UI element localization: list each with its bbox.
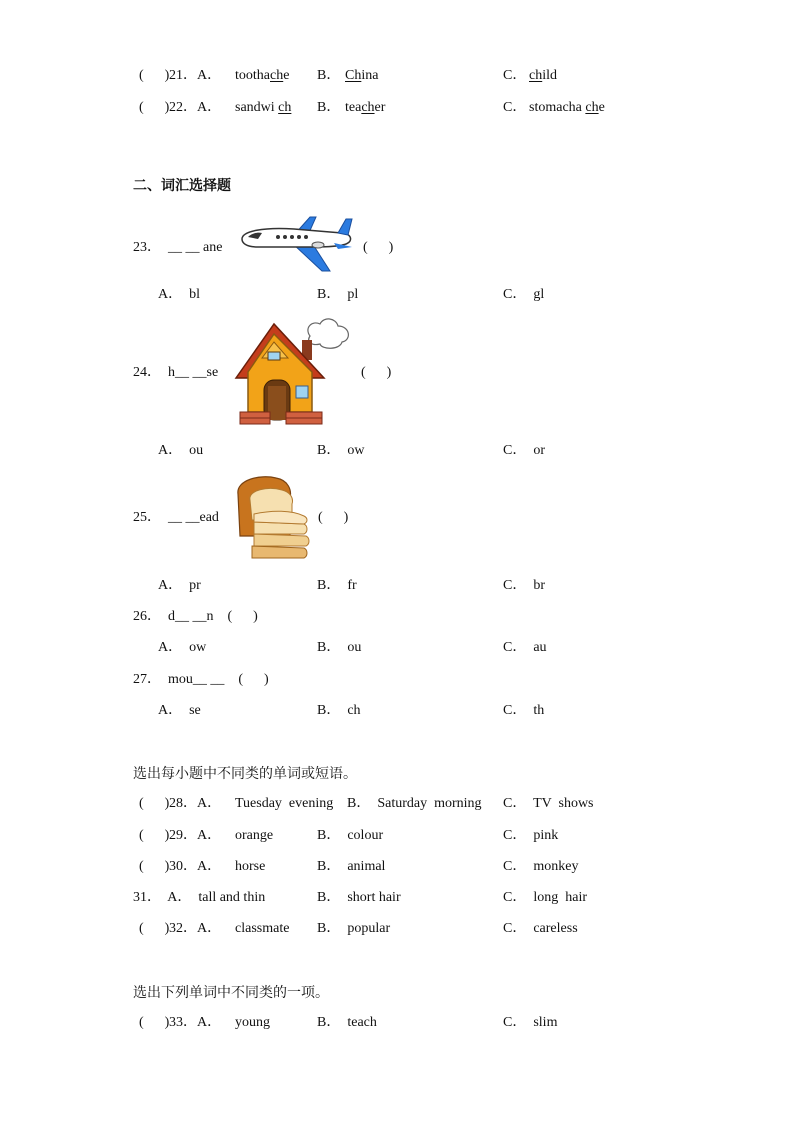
answer-paren[interactable]: ( ) [139,68,170,83]
option-b: B． ou [317,640,362,655]
question-number: 30．A． [169,859,222,874]
question-number: 28．A． [169,796,222,811]
option-b: teacher [345,100,386,115]
option-a: A． ou [158,443,204,458]
question-21 [0,65,794,87]
question-25-options [0,575,794,597]
airplane-picture [234,213,358,277]
option-a: A． ow [158,640,207,655]
option-a: young [235,1015,270,1030]
option-b: B． pl [317,287,359,302]
question-26-options [0,637,794,659]
question-stem: 26． d__ __n ( ) [133,609,258,624]
answer-paren[interactable]: ( ) [139,828,170,843]
question-30 [0,856,794,878]
option-b: B． popular [317,921,391,936]
answer-paren[interactable]: ( ) [361,365,392,380]
bread-picture [232,474,310,562]
question-22 [0,97,794,119]
question-33 [0,1012,794,1034]
question-number: 22．A． [169,100,222,115]
question-number: 32．A． [169,921,222,936]
instruction-text: 选出每小题中不同类的单词或短语。 [133,766,357,782]
option-a: classmate [235,921,290,936]
option-b: B． animal [317,859,386,874]
question-24-options [0,440,794,462]
option-a: horse [235,859,266,874]
answer-paren[interactable]: ( ) [139,1015,170,1030]
option-a: toothache [235,68,290,83]
option-a: A． pr [158,578,201,593]
section-title: 二、词汇选择题 [133,178,231,194]
option-c: stomacha che [529,100,605,115]
option-c: C． monkey [503,859,579,874]
answer-paren[interactable]: ( ) [318,510,349,525]
house-picture [232,316,354,428]
option-c: child [529,68,557,83]
question-stem: 27． mou__ __ ( ) [133,672,269,687]
instruction-text: 选出下列单词中不同类的一项。 [133,985,329,1001]
answer-paren[interactable]: ( ) [139,796,170,811]
option-c: C． pink [503,828,559,843]
question-23 [0,237,794,259]
option-b-label: B． [317,68,341,83]
option-a: Tuesday evening [235,796,334,811]
question-32 [0,918,794,940]
option-a: sandwi ch [235,100,292,115]
option-c: C． th [503,703,545,718]
option-b: B． ch [317,703,361,718]
option-c: C． br [503,578,545,593]
option-b: B． colour [317,828,384,843]
question-24 [0,362,794,384]
option-b: B． short hair [317,890,401,905]
option-c-label: C． [503,68,527,83]
option-c: C． or [503,443,545,458]
option-c: C． au [503,640,547,655]
question-stem: 23． __ __ ane [133,240,223,255]
question-23-options [0,284,794,306]
option-b: B． teach [317,1015,377,1030]
option-c: C． TV shows [503,796,594,811]
option-b: China [345,68,379,83]
option-c: C． slim [503,1015,558,1030]
answer-paren[interactable]: ( ) [139,100,170,115]
option-b: B． ow [317,443,365,458]
question-number-and-option-a: 31． A． tall and thin [133,890,266,905]
question-27 [0,669,794,691]
question-stem: 25． __ __ead [133,510,219,525]
answer-paren[interactable]: ( ) [139,859,170,874]
answer-paren[interactable]: ( ) [139,921,170,936]
answer-paren[interactable]: ( ) [363,240,394,255]
option-b: B． Saturday morning [347,796,482,811]
question-25 [0,507,794,529]
option-b: B． fr [317,578,357,593]
option-c: C． careless [503,921,578,936]
question-27-options [0,700,794,722]
option-a: A． se [158,703,201,718]
question-28 [0,793,794,815]
option-c: C． gl [503,287,545,302]
question-number: 21．A． [169,68,222,83]
question-stem: 24． h__ __se [133,365,219,380]
option-b-label: B． [317,100,341,115]
question-29 [0,825,794,847]
question-number: 33．A． [169,1015,222,1030]
question-number: 29．A． [169,828,222,843]
option-a: orange [235,828,274,843]
question-26 [0,606,794,628]
question-31 [0,887,794,909]
option-c-label: C． [503,100,527,115]
option-c: C． long hair [503,890,587,905]
option-a: A． bl [158,287,200,302]
